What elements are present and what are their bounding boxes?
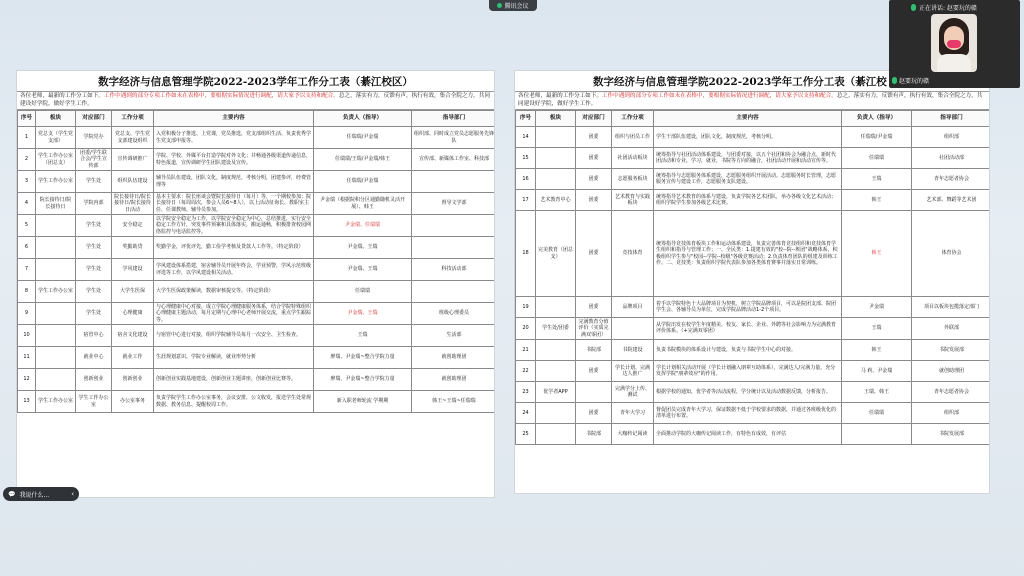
table-cell: 生涯规划意识、学院专业解读，就业形势分析 — [154, 347, 314, 369]
table-cell: 书院发展部 — [912, 423, 991, 444]
table-cell: 着手以学院特色十大品牌项目为契机，树立学院品牌项目，可以是院团支部、院团学生会、各辅导员为单位，完成学院品牌活动1-2个项目。 — [654, 297, 842, 318]
table-cell: 18 — [516, 211, 536, 297]
table-cell — [536, 297, 576, 318]
table-cell — [36, 237, 76, 259]
table-cell: 就创助理团 — [412, 347, 496, 369]
table-cell: 奖勤助贷 — [112, 237, 154, 259]
table-cell: 督促团员完成青年大学习，保证数据不低于学校要求的数据，并通过各班级优化的清单进行布置。 — [654, 402, 842, 423]
table-cell: 宿管中心 — [76, 325, 112, 347]
table-cell: 品牌项目 — [612, 297, 654, 318]
table-row — [516, 423, 991, 444]
table-cell: 统筹指导竞技体育板块工作和运动体系建设，负责完善体育竞技组织和竞技体育学生组织和指导与管理工作；一、全民类：1.提建有效的"校--院--班团"战略体系，积极组织学生参与"校园--学院--校级"各级竞赛活动；2.负责体育团队的组建及训练工作。二、竞技类：负责组织学院代表队参加各类体育赛事并落实日常训练。 — [654, 211, 842, 297]
table-cell: 党总支（学生党支部） — [36, 127, 76, 149]
table-cell: 宿舍文化建设 — [112, 325, 154, 347]
column-header: 指导部门 — [412, 111, 496, 127]
table-cell: 统筹指导与社团活动体系建设，与团委对接，以五个社团和协会为融合点，新时代团活动和专业，学习，就业，书院等方向的融合，社团活动开展和活动宣传等。 — [654, 148, 842, 169]
table-cell: 院长接待日/院长接待日 — [36, 193, 76, 215]
table-cell: 创新创业实践基地建设，创新创业主题讲座，创新创业比赛等。 — [154, 369, 314, 391]
table-cell: 就业中心 — [76, 347, 112, 369]
table-cell: 艺术教育与实践板块 — [612, 190, 654, 211]
table-cell: 就创助理团 — [912, 360, 991, 381]
table-cell: 1 — [18, 127, 36, 149]
participant-name — [892, 76, 929, 85]
column-header: 对应部门 — [576, 111, 612, 127]
table-cell: 4 — [18, 193, 36, 215]
table-cell: 任瑞瑞/尹金瑞 — [842, 127, 912, 148]
table-cell: 负责书院模块的体系设计与建设，负责与书院学生中心的对接。 — [654, 339, 842, 360]
table-cell: 团委 — [576, 169, 612, 190]
table-cell: 书院部 — [576, 339, 612, 360]
table-cell — [536, 339, 576, 360]
table-cell: 组织与团员工作 — [612, 127, 654, 148]
table-cell: 韩王 — [842, 339, 912, 360]
table-cell: 心理健康 — [112, 303, 154, 325]
column-header: 工作分项 — [612, 111, 654, 127]
table-cell: 5 — [18, 215, 36, 237]
table-cell: 竞技体育 — [612, 211, 654, 297]
table-cell — [536, 360, 576, 381]
table-row — [18, 149, 496, 171]
table-cell: 16 — [516, 169, 536, 190]
table-cell: 学生处 — [76, 281, 112, 303]
table-row — [18, 369, 496, 391]
participant-avatar — [931, 14, 977, 72]
table-cell: 韩王~王瑞~任瑞瑞 — [412, 391, 496, 413]
column-header: 对应部门 — [76, 111, 112, 127]
table-cell — [412, 237, 496, 259]
intro-text: 总之，落实有力，反馈有声，执行有效，集合全院之力，共同建设好学院，做好学生工作。 — [518, 93, 983, 107]
table-cell: 学生处 — [76, 171, 112, 193]
table-cell — [576, 381, 612, 402]
participant-video-tile[interactable] — [889, 0, 1020, 88]
document-intro — [515, 92, 989, 110]
table-cell: 学生处 — [76, 303, 112, 325]
table-cell: 学生工作办公室 — [36, 391, 76, 413]
table-cell: 新入职老师轮流 学期期 — [314, 391, 412, 413]
table-cell — [536, 423, 576, 444]
table-cell: 党总支、学生党支部建设组织 — [112, 127, 154, 149]
document-intro — [17, 92, 494, 110]
table-cell: 任瑞瑞 — [842, 402, 912, 423]
avatar-mask — [947, 40, 961, 48]
table-cell: 24 — [516, 402, 536, 423]
table-row — [516, 297, 991, 318]
table-cell: 艺术部、舞蹈等艺术团 — [912, 190, 991, 211]
table-row — [18, 193, 496, 215]
table-cell: 学风建设体系搭建，宿舍辅导员开展年终会，学业预警，学风示范班级评选等工作，以学风建设相关活动。 — [154, 259, 314, 281]
shared-document-left — [16, 70, 495, 498]
table-cell: 团委/学生联合会/学生宣传部 — [76, 149, 112, 171]
table-cell: 基本主要求：院长座谈会暨院长接待日（每月）等，一个期校参加；院长接待日（每周周次，参会人员6~8人），以上活动征询长、教职室主任、任课教师、辅导员参加。 — [154, 193, 314, 215]
column-header: 负责人（指导） — [314, 111, 412, 127]
chat-placeholder: 我说什么... — [19, 491, 50, 499]
table-cell: 书院部 — [576, 423, 612, 444]
table-cell: 学生处/团委 — [536, 318, 576, 340]
table-cell: 青年志愿者协会 — [912, 381, 991, 402]
speaking-label: 正在讲话: 赵要玩的赣 — [919, 5, 977, 12]
table-cell: 学长计划、完满达人推广 — [612, 360, 654, 381]
table-cell — [412, 281, 496, 303]
table-cell: 班级心理委员 — [412, 303, 496, 325]
table-cell — [412, 215, 496, 237]
table-cell: 任瑞瑞 — [314, 281, 412, 303]
table-row — [516, 190, 991, 211]
table-cell — [36, 259, 76, 281]
table-cell: 20 — [516, 318, 536, 340]
column-header: 主要内容 — [654, 111, 842, 127]
document-title: 数字经济与信息管理学院2022-2023学年工作分工表（綦江校 — [515, 71, 989, 92]
table-cell: 团委 — [576, 402, 612, 423]
table-cell: 3 — [18, 171, 36, 193]
table-cell: 大学生医保政策解读，数据审核提交等。（特定阶段） — [154, 281, 314, 303]
column-header: 指导部门 — [912, 111, 991, 127]
participant-name-label: 赵要玩的赣 — [899, 78, 930, 85]
table-cell: 就创助理团 — [412, 369, 496, 391]
table-cell: 任瑞瑞/尹金瑞 — [314, 171, 412, 193]
work-table — [515, 110, 990, 445]
table-cell: 学院内部 — [76, 193, 112, 215]
table-row — [18, 281, 496, 303]
table-row — [516, 148, 991, 169]
table-cell: 完满教育分值评价（实质完满双零团） — [576, 318, 612, 340]
table-row — [516, 318, 991, 340]
table-cell: 尹金瑞 — [842, 297, 912, 318]
chat-icon: 💬 — [8, 490, 16, 498]
table-cell: 学生处 — [76, 259, 112, 281]
table-row — [18, 215, 496, 237]
table-cell: 22 — [516, 360, 536, 381]
table-cell: 团委 — [576, 360, 612, 381]
table-cell — [412, 171, 496, 193]
table-cell — [536, 148, 576, 169]
table-cell: 体育协会 — [912, 211, 991, 297]
table-cell: 25 — [516, 423, 536, 444]
table-cell: 23 — [516, 381, 536, 402]
table-row — [18, 303, 496, 325]
table-cell: 奖勤学金，评优评先，勤工俭学考核及贷款人工作等。（特定阶段） — [154, 237, 314, 259]
table-cell: 统筹指导艺术教育的体系与建设，负责学院各艺术团队，举办各级文化艺术活动；组织学院学生参加各级艺术比赛。 — [654, 190, 842, 211]
table-cell: 7 — [18, 259, 36, 281]
table-cell: 王瑞 — [842, 318, 912, 340]
table-row — [516, 360, 991, 381]
table-cell: 就业工作 — [112, 347, 154, 369]
table-cell: 学生干部队伍建设，团队文化，制度规范，考核分明。 — [654, 127, 842, 148]
table-cell: 学生工作办公室（团总支） — [36, 149, 76, 171]
table-cell: 青年大学习 — [612, 402, 654, 423]
table-cell: 大学生医保 — [112, 281, 154, 303]
table-cell: 督导文学部 — [412, 193, 496, 215]
table-cell — [36, 215, 76, 237]
column-header: 序号 — [18, 111, 36, 127]
table-cell: 15 — [516, 148, 536, 169]
table-row — [516, 339, 991, 360]
table-cell — [36, 303, 76, 325]
table-cell: 项目以板块包揽落定部门 — [912, 297, 991, 318]
table-cell: 韩王 — [842, 211, 912, 297]
table-header-row — [18, 111, 496, 127]
table-cell: 全面推动学院的大咖传记阅读工作，有特色有成效，有评估 — [654, 423, 842, 444]
table-cell: 团委 — [576, 297, 612, 318]
column-header: 工作分项 — [112, 111, 154, 127]
intro-highlight: 工作中遇到的部分专项工作如未在表格中，要根据实际情况进行调配，请大家予以支持和配合。 — [103, 93, 339, 99]
table-cell: 21 — [516, 339, 536, 360]
table-row — [18, 237, 496, 259]
table-cell: 学长计划相关活动开展（学长计划融入朋辈互助体系），完满达人/完满力量，充分发挥学院"朋辈效应"的作用。 — [654, 360, 842, 381]
table-cell: 书院建设 — [612, 339, 654, 360]
table-cell: 学风建设 — [112, 259, 154, 281]
avatar-shirt — [937, 54, 971, 72]
table-cell: 6 — [18, 237, 36, 259]
table-cell: 辅导员队伍建设，团队文化，制度规范，考核分明，团建参评，经费管理等 — [154, 171, 314, 193]
table-cell: 团委 — [576, 148, 612, 169]
status-dot-icon — [497, 3, 502, 8]
column-header: 板块 — [536, 111, 576, 127]
table-cell: 13 — [18, 391, 36, 413]
table-row — [18, 347, 496, 369]
table-cell: 12 — [18, 369, 36, 391]
table-cell: 完满学分上传、测试 — [612, 381, 654, 402]
table-cell: 从学院出发在校学生年度精美、校友、家长、企业、外聘等社会影响力为完满教育评价体系。（+完满双零团） — [654, 318, 842, 340]
table-cell: 任瑞瑞/王瑞/尹金瑞/韩王 — [314, 149, 412, 171]
column-header: 负责人（指导） — [842, 111, 912, 127]
column-header: 主要内容 — [154, 111, 314, 127]
table-cell: 廖瑞、尹金瑞~整合学院力量 — [314, 369, 412, 391]
intro-text: 各位老师，最新的工作分工如下。 — [20, 93, 104, 99]
table-cell: 艺术教育中心 — [536, 190, 576, 211]
table-cell: 院长接待日/院长接待日/院长接待日活动 — [112, 193, 154, 215]
speaking-indicator — [911, 3, 977, 12]
table-cell: 8 — [18, 281, 36, 303]
table-cell: 入党积极分子推选、上党课，党员推选，党支部组织生活、负责优秀学生党支部申报等。 — [154, 127, 314, 149]
microphone-icon — [892, 77, 897, 84]
table-row — [516, 169, 991, 190]
table-cell: 以学院安全稳定为工作，以学院安全稳定为中心，总结推进，实行安全稳定工作方针，突发事件预案和具体落实，搬运通畅，积极排查校园网络监控与电话监控等。 — [154, 215, 314, 237]
table-row — [18, 325, 496, 347]
table-cell: 书院发展部 — [912, 339, 991, 360]
shared-document-right — [514, 70, 990, 494]
table-cell: 尹金瑞、王瑞 — [314, 259, 412, 281]
table-cell: 根据学校的通知，优学者等活动流程，学分统计以及活动数据反馈，分析报告。 — [654, 381, 842, 402]
table-row — [18, 127, 496, 149]
table-cell: 尹金瑞（根据院积分区通勤随机灵活开展）、韩王 — [314, 193, 412, 215]
table-cell: 大咖传记阅读 — [612, 423, 654, 444]
table-cell: 廖瑞、尹金瑞~整合学院力量 — [314, 347, 412, 369]
table-cell: 团委 — [576, 211, 612, 297]
table-row — [516, 127, 991, 148]
table-cell: 学院党办 — [76, 127, 112, 149]
table-cell: 任瑞瑞/尹金瑞 — [314, 127, 412, 149]
table-cell: 志愿服务板块 — [612, 169, 654, 190]
table-cell: 办公室事务 — [112, 391, 154, 413]
table-cell: 完美教育（团总支） — [536, 211, 576, 297]
table-cell: 社团活动部 — [912, 148, 991, 169]
meeting-badge-label: 腾讯会议 — [504, 3, 529, 10]
intro-text: 各位老师，最新的工作分工如下。 — [518, 93, 602, 99]
intro-highlight: 工作中遇到的部分专项工作如未在表格中，要根据实际情况进行调配，请大家予以支持和配合。 — [601, 93, 837, 99]
table-cell: 学生工作办公室 — [36, 171, 76, 193]
table-cell: 学生处 — [76, 237, 112, 259]
table-cell: 尹金瑞、任瑞瑞 — [314, 215, 412, 237]
table-cell: 安全稳定 — [112, 215, 154, 237]
table-cell — [536, 169, 576, 190]
column-header: 板块 — [36, 111, 76, 127]
table-cell: 组织部、同时成立党员志愿服务先锋队 — [412, 127, 496, 149]
table-cell: 宣传调研推广 — [112, 149, 154, 171]
table-cell — [36, 325, 76, 347]
table-cell: 创新创业 — [76, 369, 112, 391]
table-cell: 14 — [516, 127, 536, 148]
table-cell: 10 — [18, 325, 36, 347]
table-cell: 青年志愿者协会 — [912, 169, 991, 190]
table-cell: 19 — [516, 297, 536, 318]
chat-input-pill[interactable] — [3, 487, 79, 501]
table-cell: 组织部 — [912, 127, 991, 148]
table-cell: 生活部 — [412, 325, 496, 347]
table-cell: 任瑞瑞 — [842, 148, 912, 169]
work-table — [17, 110, 495, 413]
table-cell: 韩王 — [842, 190, 912, 211]
table-cell: 王瑞 — [314, 325, 412, 347]
table-cell — [36, 369, 76, 391]
column-header: 序号 — [516, 111, 536, 127]
table-cell — [536, 402, 576, 423]
table-cell: 尹金瑞、王瑞 — [314, 303, 412, 325]
table-cell: 团委 — [576, 190, 612, 211]
table-cell: 王瑞、韩王 — [842, 381, 912, 402]
table-cell: 组织队伍建设 — [112, 171, 154, 193]
table-cell: 统筹指导与志愿服务体系建设，志愿服务组织开展活动。志愿服务时长管理，志愿服务宣传与建设工作，志愿服务支队建设。 — [654, 169, 842, 190]
meeting-app-badge[interactable] — [489, 0, 537, 11]
chevron-left-icon[interactable]: ‹ — [71, 490, 74, 498]
table-cell: 外联部 — [912, 318, 991, 340]
table-row — [18, 391, 496, 413]
table-cell: 17 — [516, 190, 536, 211]
table-cell — [842, 423, 912, 444]
table-row — [18, 171, 496, 193]
document-title: 数字经济与信息管理学院2022-2023学年工作分工表（綦江校区） — [17, 71, 494, 92]
table-cell: 学院、学校、外媒平台打造学院对外文化；并畅通各级渠道传递信息，特色报道，宣传调研学生团队建设及宣传。 — [154, 149, 314, 171]
table-cell: 科技活动部 — [412, 259, 496, 281]
table-cell — [36, 347, 76, 369]
table-cell: 优学者APP — [536, 381, 576, 402]
table-row — [516, 381, 991, 402]
table-cell: 王瑞 — [842, 169, 912, 190]
intro-text: 总之，落实有力，反馈有声，执行有效，集合全院之力，共同建设好学院，做好学生工作。 — [20, 93, 490, 107]
table-cell: 学生工作办公室 — [36, 281, 76, 303]
microphone-icon — [911, 4, 916, 11]
table-cell: 负责学院学生工作办公室事务，会议安排，公文收发，报送学生处常规数据、教务信息、提醒校周工作。 — [154, 391, 314, 413]
table-cell: 宣传部、新媒体工作室、科技部 — [412, 149, 496, 171]
table-cell: 9 — [18, 303, 36, 325]
table-cell: 组织部 — [912, 402, 991, 423]
table-cell: 2 — [18, 149, 36, 171]
table-row — [18, 259, 496, 281]
table-cell — [536, 127, 576, 148]
table-cell: 创新创业 — [112, 369, 154, 391]
table-cell: 11 — [18, 347, 36, 369]
table-row — [516, 402, 991, 423]
table-cell: 社团活动板块 — [612, 148, 654, 169]
table-cell: 与宿管中心进行对接，组织学院辅导员每月一次安全、卫生检查。 — [154, 325, 314, 347]
table-header-row — [516, 111, 991, 127]
table-cell: 团委 — [576, 127, 612, 148]
table-row — [516, 211, 991, 297]
table-cell: 马 莉、尹金瑞 — [842, 360, 912, 381]
table-cell: 与心理健康中心对接，成立学院心理健康服务体系，结合学院特殊组织心理健康主题活动，每月定期与心理中心老师开展交流，重点学生跟踪等。 — [154, 303, 314, 325]
table-cell: 学生工作办公室 — [76, 391, 112, 413]
table-cell — [612, 318, 654, 340]
table-cell: 尹金瑞、王瑞 — [314, 237, 412, 259]
table-cell: 学生处 — [76, 215, 112, 237]
